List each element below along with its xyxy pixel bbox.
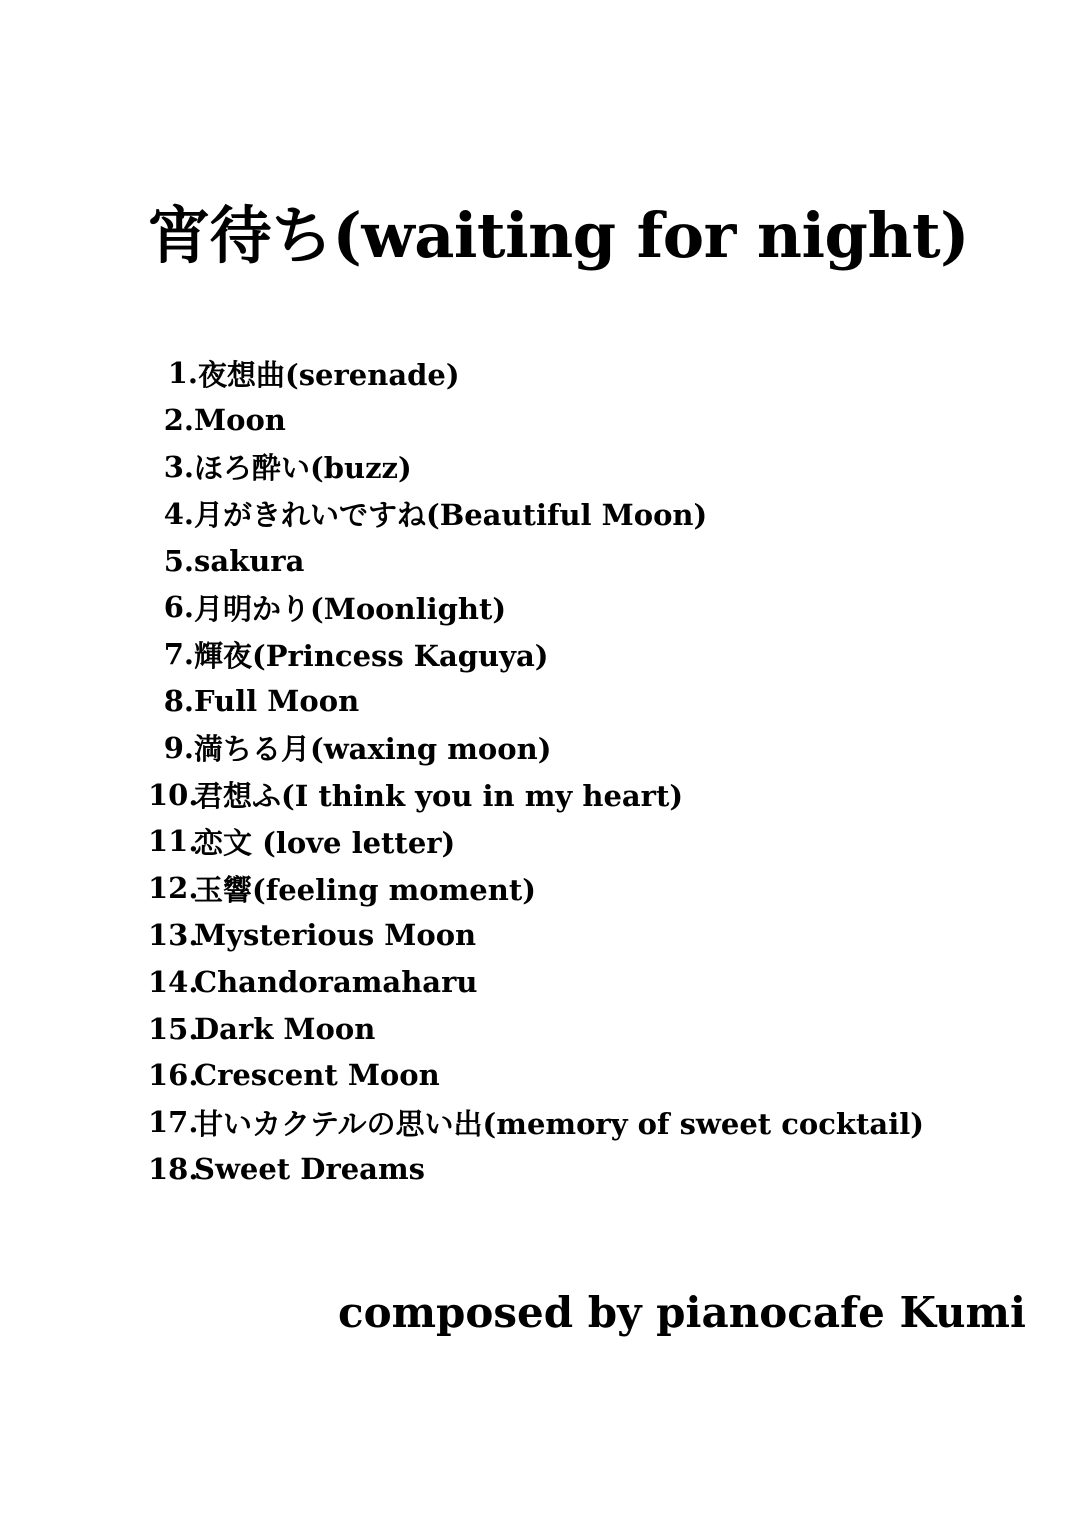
- track-name: Crescent Moon: [194, 1058, 440, 1093]
- track-name: 夜想曲(serenade): [198, 357, 460, 392]
- track-item: [148, 397, 924, 444]
- track-item: [148, 490, 924, 537]
- track-item: [148, 350, 924, 397]
- track-number: 4.: [163, 496, 194, 531]
- track-name: Chandoramaharu: [194, 964, 478, 999]
- track-name: 満ちる月(waxing moon): [194, 732, 552, 767]
- track-item: [148, 912, 924, 959]
- track-name: ほろ酔い(buzz): [194, 451, 412, 486]
- track-name: 君想ふ(I think you in my heart): [194, 779, 684, 814]
- track-name: Dark Moon: [194, 1011, 376, 1046]
- track-item: [148, 1099, 924, 1146]
- track-name: 甘いカクテルの思い出(memory of sweet cocktail): [194, 1106, 924, 1141]
- track-item: [148, 584, 924, 631]
- track-name: sakura: [194, 543, 305, 578]
- track-item: [148, 1005, 924, 1052]
- track-item: [148, 631, 924, 678]
- track-number: 18.: [148, 1151, 199, 1186]
- track-item: [148, 1052, 924, 1099]
- track-number: 9.: [163, 730, 194, 765]
- track-list: [148, 350, 924, 1192]
- track-number: 7.: [163, 637, 194, 672]
- track-name: 恋文 (love letter): [194, 825, 456, 860]
- track-name: Full Moon: [194, 683, 360, 718]
- track-item: [148, 444, 924, 491]
- track-name: 玉響(feeling moment): [194, 872, 536, 907]
- album-title: 宵待ち(waiting for night): [148, 199, 969, 272]
- track-number: 12.: [148, 871, 199, 906]
- track-name: Sweet Dreams: [194, 1151, 425, 1186]
- track-item: [148, 724, 924, 771]
- track-number: 11.: [148, 824, 199, 859]
- track-number: 16.: [148, 1058, 199, 1093]
- track-item: [148, 678, 924, 725]
- track-item: [148, 818, 924, 865]
- track-number: 1.: [167, 356, 198, 391]
- track-number: 5.: [163, 543, 194, 578]
- track-number: 17.: [148, 1105, 199, 1140]
- track-item: [148, 958, 924, 1005]
- track-name: 輝夜(Princess Kaguya): [194, 638, 549, 673]
- track-item: [148, 1146, 924, 1193]
- track-number: 8.: [163, 683, 194, 718]
- track-name: Mysterious Moon: [194, 917, 477, 952]
- track-number: 13.: [148, 917, 199, 952]
- track-item: [148, 771, 924, 818]
- track-number: 15.: [148, 1011, 199, 1046]
- track-item: [148, 537, 924, 584]
- track-number: 2.: [163, 403, 194, 438]
- track-number: 14.: [148, 964, 199, 999]
- track-item: [148, 865, 924, 912]
- track-number: 3.: [163, 449, 194, 484]
- composer-credit: composed by pianocafe Kumi: [338, 1288, 1026, 1337]
- track-name: 月明かり(Moonlight): [194, 591, 507, 626]
- track-name: Moon: [194, 403, 286, 438]
- track-number: 6.: [163, 590, 194, 625]
- track-name: 月がきれいですね(Beautiful Moon): [194, 498, 708, 533]
- track-number: 10.: [148, 777, 199, 812]
